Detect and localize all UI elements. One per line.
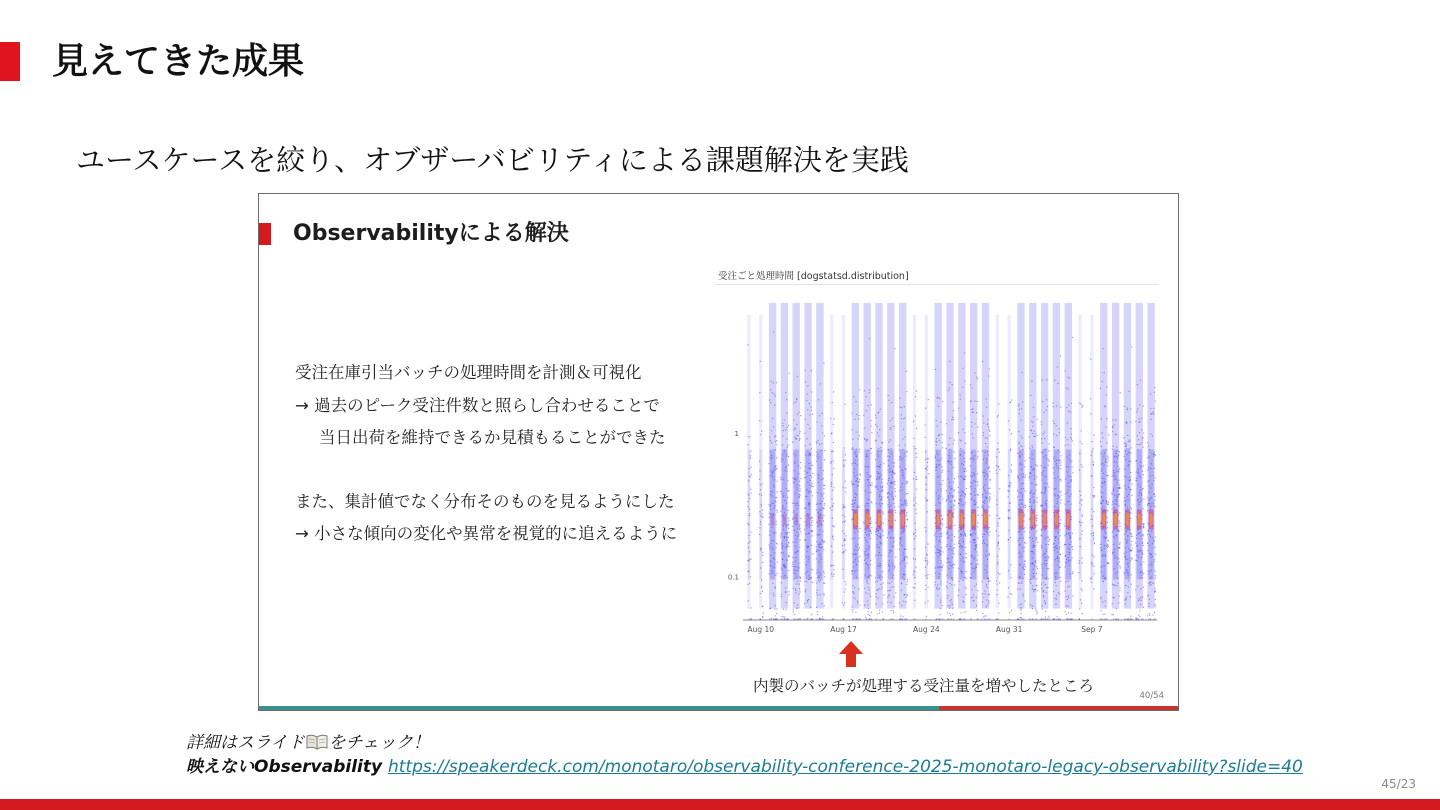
title-accent-bar (0, 42, 20, 81)
chart-day-column (1040, 303, 1050, 620)
embedded-slide (258, 193, 1179, 711)
x-tick-label: Aug 24 (913, 625, 940, 634)
page-title: 見えてきた成果 (52, 41, 305, 82)
chart-day-column (970, 303, 979, 620)
up-arrow-icon (838, 640, 864, 668)
chart-day-column (768, 303, 778, 620)
chart-day-column (875, 303, 885, 620)
x-tick-label: Aug 17 (830, 625, 857, 634)
chart-day-column (1052, 303, 1062, 620)
x-tick-label: Aug 10 (747, 625, 775, 634)
distribution-chart (715, 286, 1159, 638)
chart-day-column (1100, 303, 1109, 620)
chart-day-column (851, 303, 861, 620)
chart-day-column (899, 303, 909, 620)
slide-body-line: 受注在庫引当バッチの処理時間を計測＆可視化 (295, 363, 642, 382)
chart-annotation: 内製のバッチが処理する受注量を増やしたところ (753, 677, 1095, 695)
chart-day-column (925, 315, 930, 620)
chart-day-column (996, 315, 1001, 620)
slide-body (295, 357, 677, 551)
chart-day-column (863, 303, 873, 620)
slide-body-line: また、集計値でなく分布そのものを見るようにした (295, 491, 675, 511)
footer (186, 731, 1303, 779)
chart-day-column (887, 303, 897, 620)
chart-day-column (958, 303, 967, 620)
footer-line-2 (186, 755, 1303, 779)
chart-day-column (792, 303, 802, 620)
chart-title-rule (715, 284, 1159, 285)
slide-body-line: → 過去のピーク受注件数と照らし合わせることで (295, 395, 660, 415)
chart-day-column (913, 315, 918, 620)
slide-link[interactable]: https://speakerdeck.com/monotaro/observability-conference-2025-monotaro-legacy-observability?slide=40 (388, 757, 1303, 777)
chart-day-column (1029, 303, 1039, 620)
chart-day-column (1090, 315, 1095, 620)
footer-text: 詳細はスライド (186, 733, 305, 753)
page-number: 45/23 (1381, 777, 1416, 791)
footer-label: 映えないObservability (186, 757, 383, 777)
chart-day-column (747, 315, 752, 620)
chart-day-column (1135, 303, 1145, 620)
chart-day-column (1007, 315, 1012, 620)
chart-day-column (1064, 303, 1074, 620)
y-tick-label: 1 (734, 429, 739, 438)
chart-day-column (981, 303, 990, 620)
chart-day-column (816, 303, 826, 620)
chart-day-column (842, 315, 847, 620)
chart-day-column (830, 315, 835, 620)
x-tick-label: Aug 31 (995, 625, 1023, 634)
footer-line-1 (186, 731, 1303, 755)
chart-day-column (1078, 315, 1083, 620)
x-tick-label: Sep 7 (1081, 625, 1103, 634)
chart-title: 受注ごと処理時間 [dogstatsd.distribution] (718, 271, 909, 282)
slide-body-line: → 小さな傾向の変化や異常を視覚的に追えるように (295, 524, 678, 543)
slide-title-accent (259, 223, 271, 245)
chart-day-column (1017, 303, 1026, 620)
chart-day-column (1147, 303, 1156, 620)
open-book-icon (306, 734, 328, 750)
slide-title: Observabilityによる解決 (293, 221, 569, 246)
footer-text: をチェック！ (328, 733, 430, 753)
slide-page-number: 40/54 (1139, 691, 1164, 701)
chart-day-column (780, 303, 790, 620)
bottom-accent-bar (0, 799, 1440, 810)
slide-body-line: 当日出荷を維持できるか見積もることができた (319, 428, 666, 447)
slide-progress-fill (259, 706, 939, 710)
slide-progress-track (259, 706, 1178, 710)
chart-day-column (1111, 303, 1121, 620)
chart-day-column (946, 303, 956, 620)
chart-day-column (804, 303, 814, 620)
page-subtitle: ユースケースを絞り、オブザーバビリティによる課題解決を実践 (76, 143, 909, 177)
y-tick-label: 0.1 (727, 573, 739, 582)
chart-day-column (759, 315, 764, 620)
chart-day-column (934, 303, 944, 620)
chart-day-column (1123, 303, 1132, 620)
